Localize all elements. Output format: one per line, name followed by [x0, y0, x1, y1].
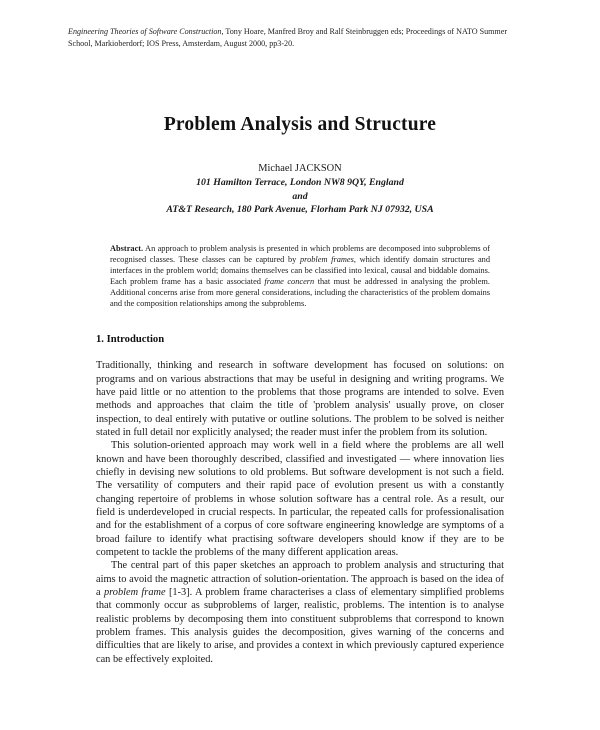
paragraph-1: Traditionally, thinking and research in software development has focused on solutions: on programs and on various abstractions that may be useful in designing and writing programs. We have paid little or no attention to the problems that those programs are intended to solve. Even methods and approaches that claim the title of 'problem analysis' usually prove, on closer inspection, to deal entirely with putative or outline solutions. The problem to be solved is neither stated in full detail nor explicitly analysed; the reader must infer the problem from its solution.	[96, 360, 504, 438]
section-heading-introduction: 1. Introduction	[96, 334, 165, 346]
author-block	[96, 162, 504, 216]
paragraph-3-emphasis-problem-frame: problem frame	[103, 587, 166, 599]
author-affiliation-conjunction: and	[292, 190, 308, 202]
paragraph-3-part-1: The central part of this paper sketches an approach to problem analysis and structuring that aims to avoid the magnetic attraction of solution-orientation. The approach is based on the idea of a	[96, 560, 504, 599]
body-copy	[96, 359, 504, 666]
paragraph-3	[96, 559, 504, 666]
paragraph-2: This solution-oriented approach may work well in a field where the problems are all well known and have been thoroughly described, classified and investigated — where innovation lies chiefly in devising new solutions to old problems. But software development is not such a field. The versatility of computers and their rapid pace of evolution present us with a constantly changing repertoire of problems in whose solution software has a central role. As a result, our field is underdeveloped in crucial respects. In particular, the repeated calls for professionalisation and for the establishment of a corpus of core software engineering knowledge are symptoms of a broad failure to identify what practising software developers should know if they are to be competent to tackle the problems of the many different application areas.	[96, 440, 504, 558]
author-name: Michael JACKSON	[258, 163, 342, 175]
publication-journal-title: Engineering Theories of Software Construction	[68, 27, 222, 36]
publication-header	[68, 26, 508, 50]
publication-editors: , Tony Hoare, Manfred Broy and Ralf Steinbruggen eds;	[221, 27, 404, 36]
author-affiliation-primary: 101 Hamilton Terrace, London NW8 9QY, England	[196, 177, 404, 189]
abstract-text-part-2: , which identify domain structures and interfaces in the problem world; domains themselves can be classified into lexical, causal and biddable domains. Each problem frame has a basic associated	[110, 254, 490, 286]
abstract-text-part-1: An approach to problem analysis is presented in which problems are decomposed into subproblems of recognised classes. These classes can be captured by	[110, 243, 490, 264]
author-affiliation-secondary: AT&T Research, 180 Park Avenue, Florham Park NJ 07932, USA	[166, 204, 434, 216]
abstract-section	[110, 243, 490, 310]
abstract-label: Abstract.	[110, 243, 144, 253]
abstract-emphasis-frame-concern: frame concern	[264, 276, 315, 286]
abstract-emphasis-problem-frames: problem frames	[299, 254, 354, 264]
abstract-text-part-3: that must be addressed in analysing the problem. Additional concerns arise from more general considerations, including the characteristics of the problem domains and the composition relationships among the subproblems.	[110, 276, 490, 309]
publication-proceedings: Proceedings of NATO Summer School, Markioberdorf; IOS Press, Amsterdam, August 2000, pp3-20.	[68, 27, 508, 49]
paragraph-3-part-2: [1-3]. A problem frame characterises a class of elementary simplified problems that commonly occur as subproblems of larger, realistic, problems. The intention is to analyse realistic problems by decomposing them into constituent subproblems that correspond to known problem frames. This analysis guides the decomposition, gives warning of the concerns and difficulties that are likely to arise, and provides a context in which previously captured experience can be effectively exploited.	[96, 587, 504, 665]
page-title: Problem Analysis and Structure	[163, 114, 437, 136]
